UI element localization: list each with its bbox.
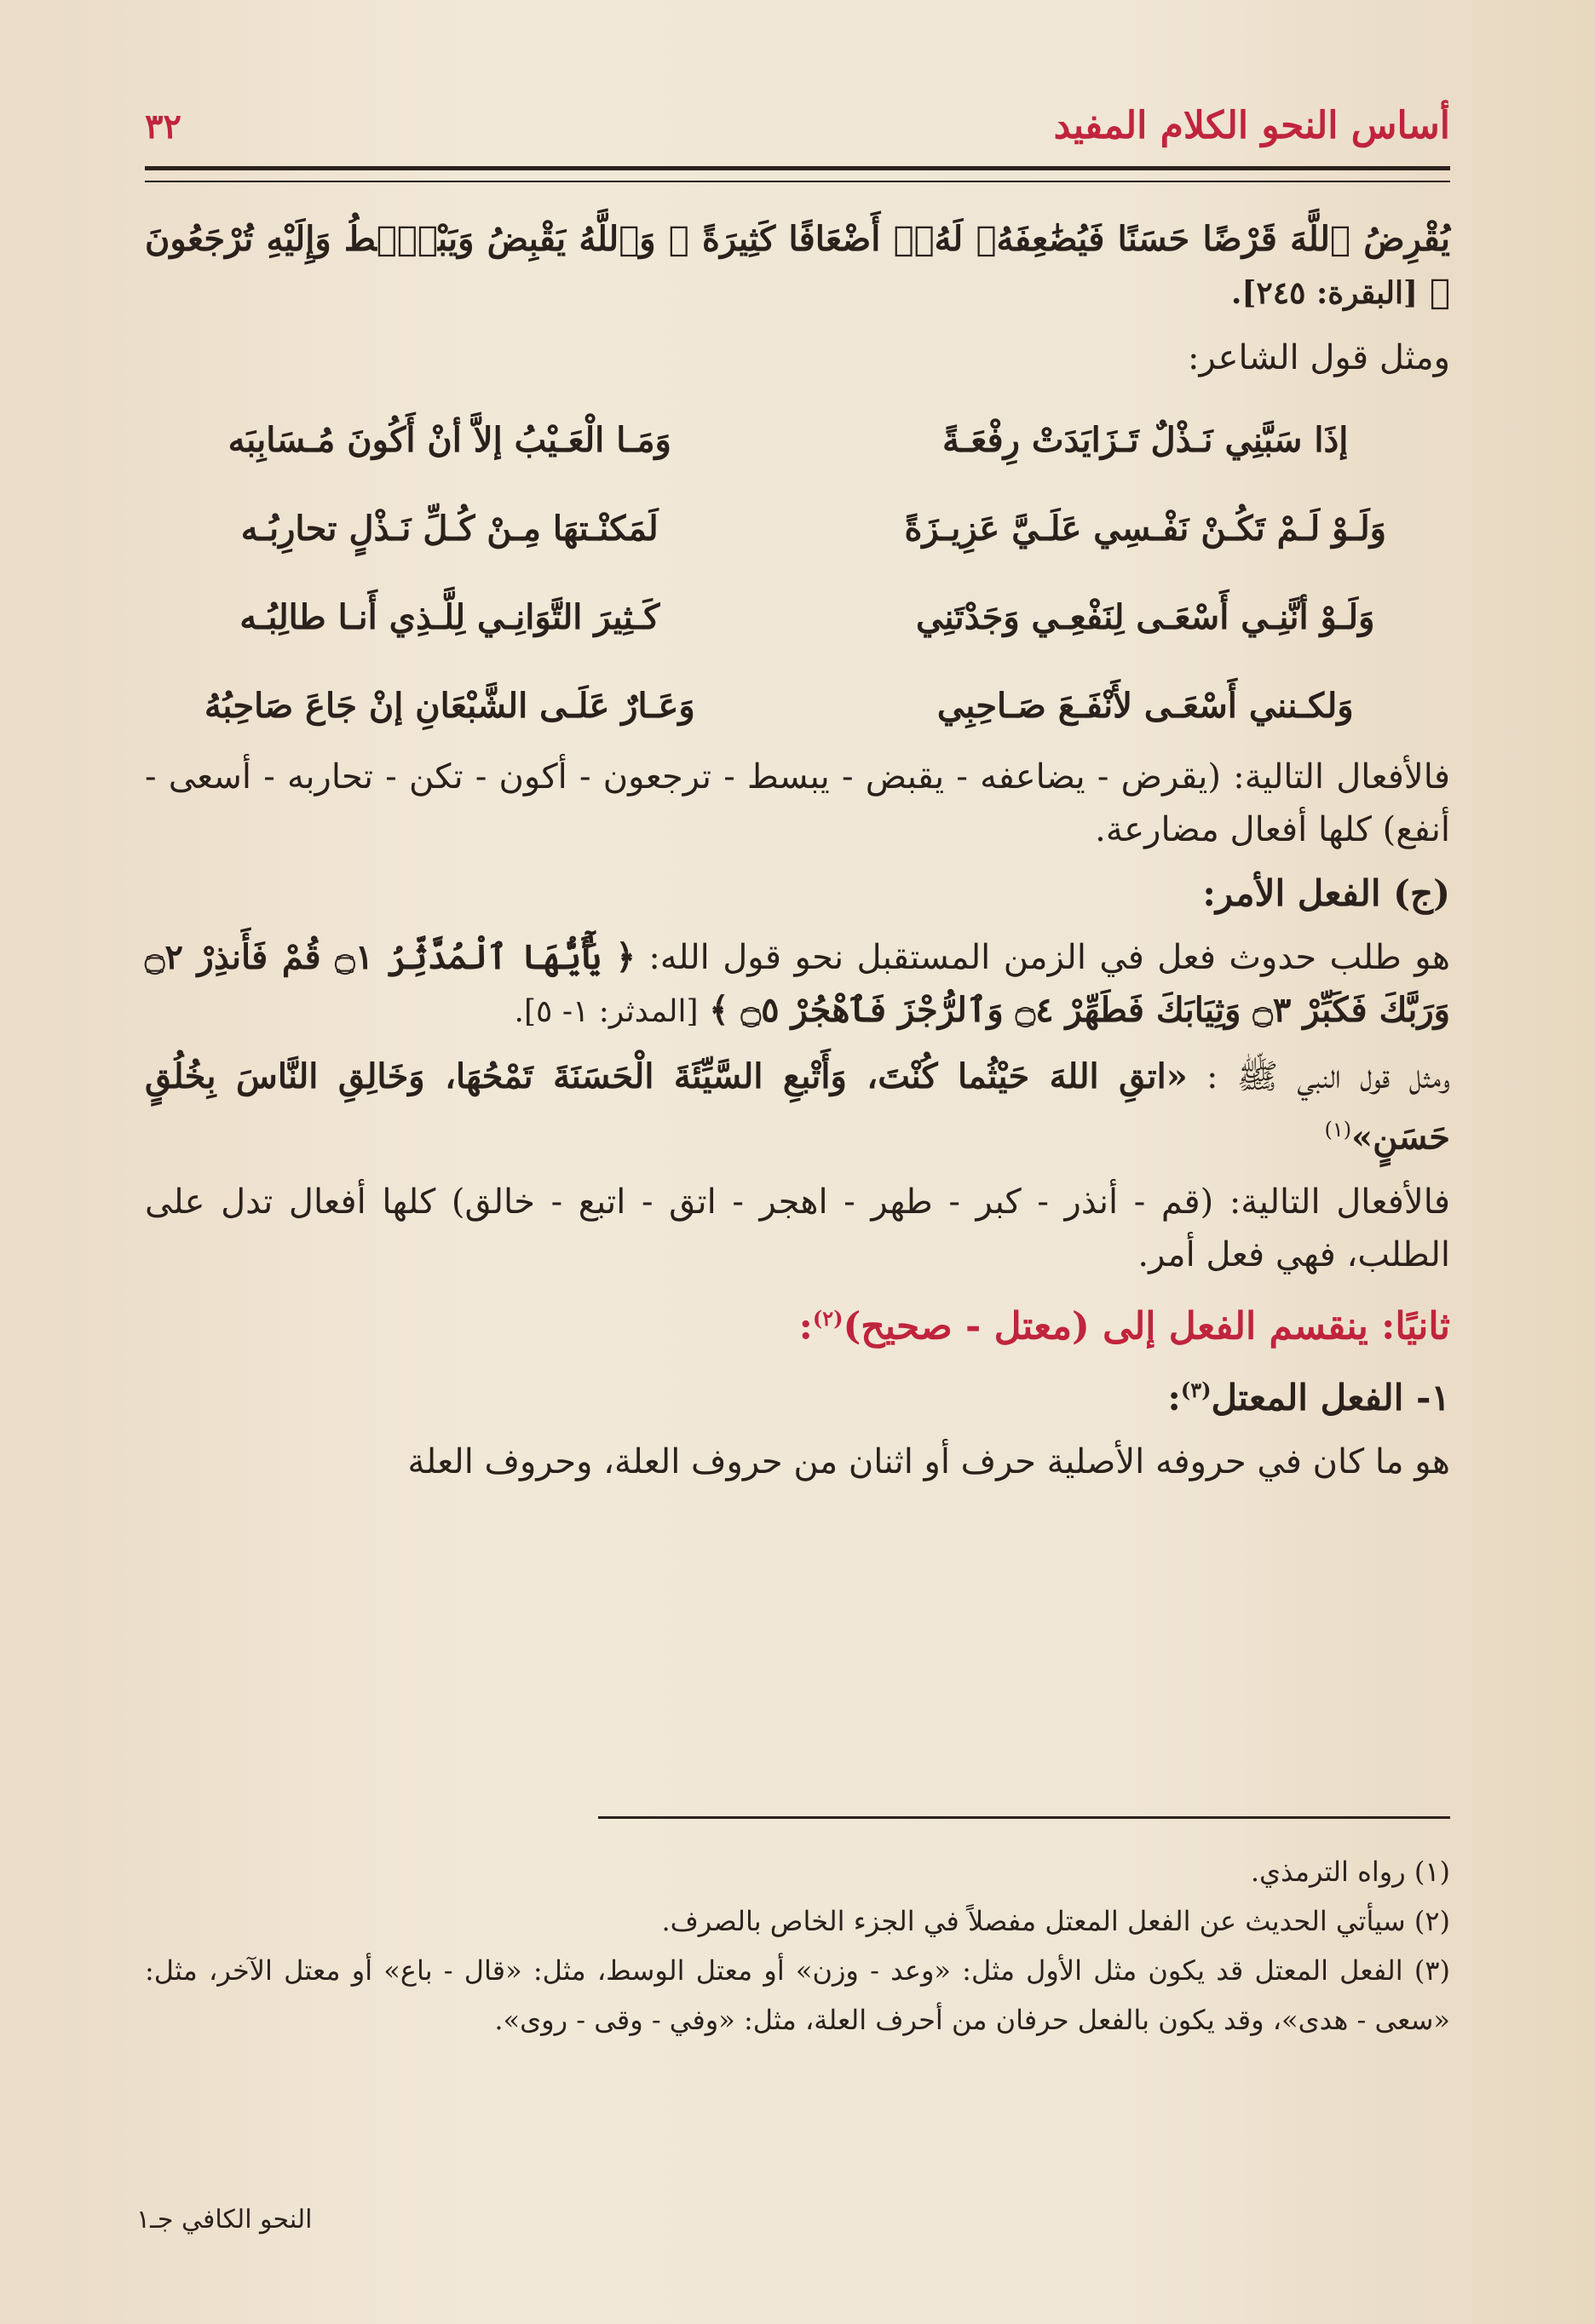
heading-mutal-text: ١- الفعل المعتل bbox=[1211, 1376, 1450, 1418]
summary-amr: فالأفعال التالية: (قم - أنذر - كبر - طهر - اهجر - اتق - اتبع - خالق) كلها أفعال تدل على الطلب، فهي فعل أمر. bbox=[145, 1182, 1450, 1275]
header-rule bbox=[145, 166, 1450, 182]
heading-second-colon: : bbox=[798, 1304, 813, 1349]
verse-reference: [البقرة: ٢٤٥]. bbox=[1230, 275, 1419, 311]
poet-intro: ومثل قول الشاعر: bbox=[1188, 338, 1450, 377]
heading-second-division bbox=[145, 1293, 1450, 1353]
summary-mudari: فالأفعال التالية: (يقرض - يضاعفه - يقبض - يبسط - ترجعون - أكون - تكن - تحاربه - أسعى - أنفع) كلها أفعال مضارعة. bbox=[145, 757, 1451, 849]
heading-amr: (ج) الفعل الأمر: bbox=[1202, 872, 1450, 914]
heading-second-text: ثانيًا: ينقسم الفعل إلى (معتل - صحيح) bbox=[843, 1304, 1450, 1349]
heading-mutal bbox=[145, 1365, 1450, 1424]
poem-hemistich-first: وَلكـنني أَسْعَـى لأَنْفَـعَ صَـاحِبِي bbox=[936, 686, 1354, 726]
poem-line bbox=[145, 396, 1450, 485]
hadith-paragraph bbox=[145, 1050, 1450, 1164]
poem-hemistich-second: كَـثِيرَ التَّوَانِـي لِلَّـذِي أَنـا طالِبُـه bbox=[239, 597, 660, 637]
verse-text: يُقْرِضُ ٱللَّهَ قَرْضًا حَسَنًا فَيُضَٰعِفَهُۥ لَهُۥٓ أَضْعَافًا كَثِيرَةً ۚ وَٱللَّهُ يَقْبِضُ وَيَبْصُۜطُ وَإِلَيْهِ تُرْجَعُونَ ﴾ bbox=[145, 219, 1450, 312]
footnote-marker: (٣) bbox=[1180, 1377, 1212, 1402]
amr-definition-text: هو طلب حدوث فعل في الزمن المستقبل نحو قول الله: bbox=[648, 938, 1450, 977]
footnote-marker: (١) bbox=[1324, 1118, 1352, 1142]
poem-hemistich-first: وَلَـوْ لَـمْ تَكُـنْ نَفْـسِي عَلَـيَّ عَزِيـزَةً bbox=[904, 509, 1386, 549]
footnote-2: (٢) سيأتي الحديث عن الفعل المعتل مفصلاً في الجزء الخاص بالصرف. bbox=[661, 1905, 1450, 1937]
poem-line bbox=[145, 573, 1450, 662]
page-body bbox=[145, 213, 1450, 1500]
poem-line bbox=[145, 662, 1450, 751]
footnote-divider bbox=[598, 1816, 1450, 1819]
footnotes bbox=[145, 1847, 1450, 2045]
footnote-marker: (٢) bbox=[812, 1306, 844, 1332]
running-title: أساس النحو الكلام المفيد bbox=[1053, 104, 1450, 147]
page-header bbox=[145, 104, 1450, 147]
book-title-footer: النحو الكافي جـ١ bbox=[136, 2205, 313, 2235]
hadith-text: «اتقِ اللهَ حَيْثُما كُنْتَ، وَأَتْبعِ السَّيِّئَةَ الْحَسَنَةَ تَمْحُهَا، وَخَالِقِ النَّاسَ بِخُلُقٍ حَسَنٍ» bbox=[145, 1056, 1450, 1158]
footnote-1: (١) رواه الترمذي. bbox=[1250, 1855, 1450, 1888]
poem-line bbox=[145, 485, 1450, 573]
amr-verse: ﴿ يَٰٓأَيُّهَا ٱلْمُدَّثِّرُ ۝١ قُمْ فَأَنذِرْ ۝٢ وَرَبَّكَ فَكَبِّرْ ۝٣ وَثِيَابَكَ فَطَهِّرْ ۝٤ وَٱلرُّجْزَ فَٱهْجُرْ ۝٥ ﴾ bbox=[145, 937, 1450, 1030]
footnote-3: (٣) الفعل المعتل قد يكون مثل الأول مثل: «وعد - وزن» أو معتل الوسط، مثل: «قال - باع» أو معتل الآخر، مثل: «سعى - هدى»، وقد يكون بالفعل حرفان من أحرف العلة، مثل: «وفي - وقى - روى». bbox=[145, 1954, 1451, 2036]
heading-mutal-colon: : bbox=[1167, 1376, 1181, 1418]
amr-definition bbox=[145, 931, 1450, 1038]
mutal-definition: هو ما كان في حروفه الأصلية حرف أو اثنان من حروف العلة، وحروف العلة bbox=[407, 1441, 1450, 1481]
poem-hemistich-second: وَعَـارٌ عَلَـى الشَّبْعَانِ إنْ جَاعَ صَاحِبُهُ bbox=[204, 686, 695, 726]
poem bbox=[145, 396, 1450, 751]
poem-hemistich-second: لَمَكنْـتهَا مِـنْ كُـلِّ نَـذْلٍ تحارِبُـه bbox=[240, 509, 659, 549]
poem-hemistich-second: وَمَـا الْعَـيْبُ إلاَّ أنْ أَكُونَ مُـسَابِبَه bbox=[227, 420, 671, 460]
poem-hemistich-first: إذَا سَبَّنِي نَـذْلٌ تَـزَايَدَتْ رِفْعَـةً bbox=[942, 420, 1349, 460]
page-number: ٣٢ bbox=[145, 106, 181, 147]
amr-verse-reference: [المدثر: ١- ٥]. bbox=[514, 994, 699, 1029]
quran-verse-baqarah bbox=[145, 213, 1450, 319]
hadith-intro: ومثل قول النبي ﷺ : bbox=[1206, 1057, 1450, 1096]
poem-hemistich-first: وَلَـوْ أنَّنِـي أَسْعَـى لِنَفْعِـي وَجَدْتَنِي bbox=[916, 597, 1375, 637]
